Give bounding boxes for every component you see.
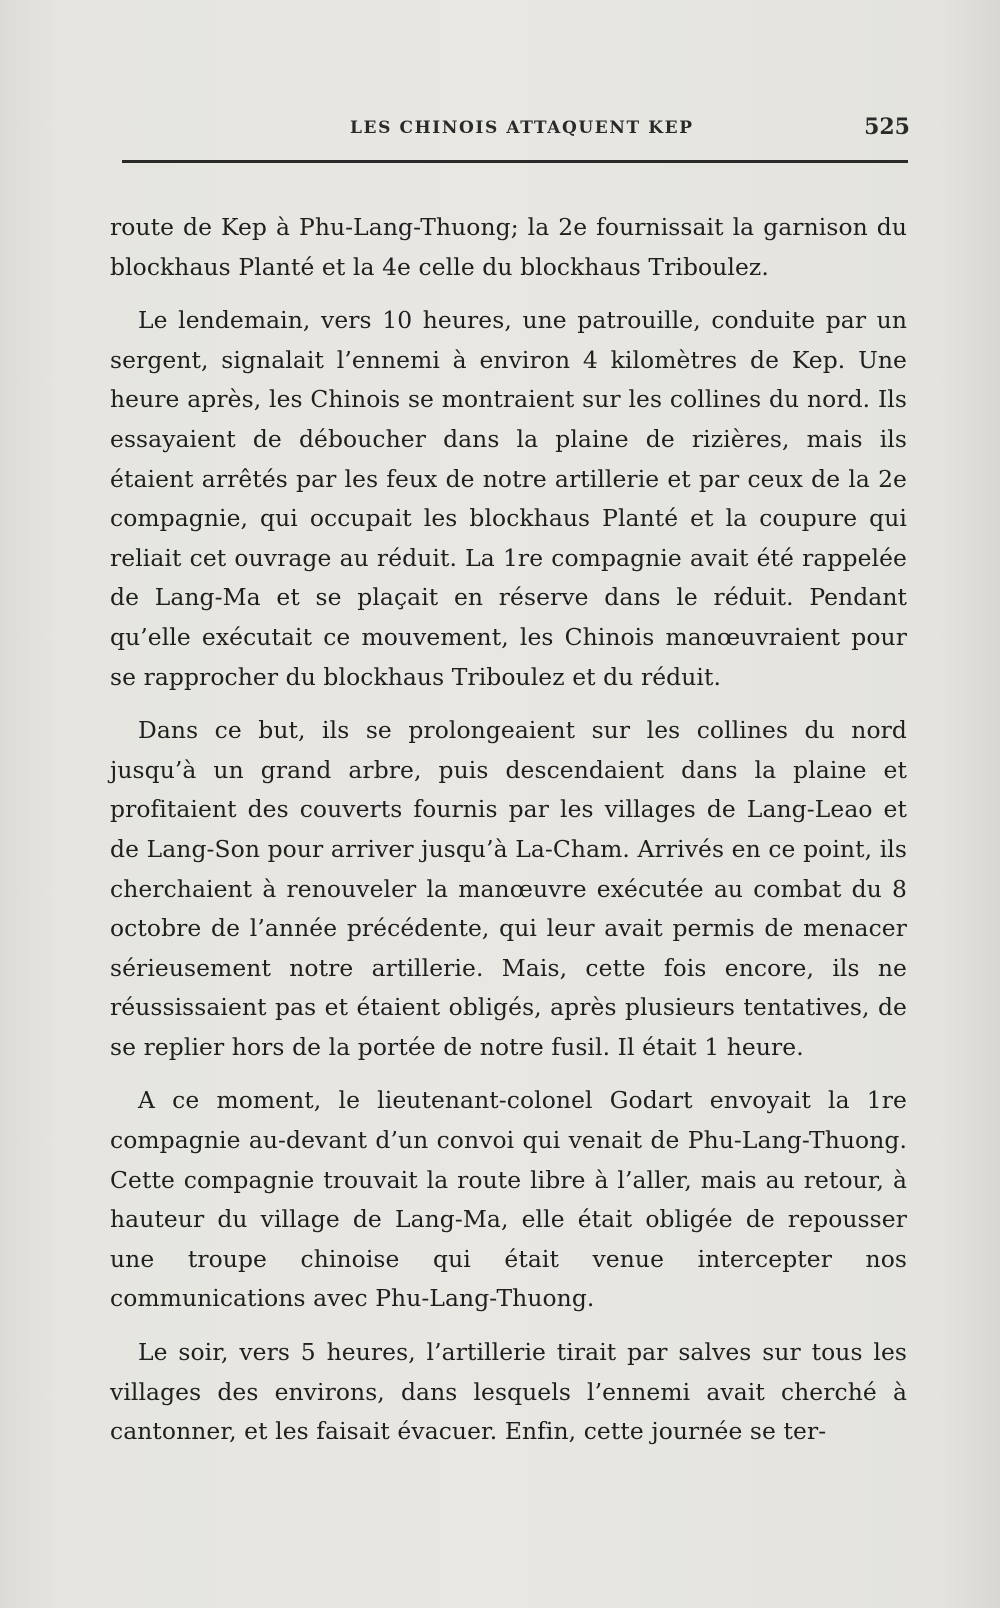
header-rule — [122, 160, 908, 163]
page-number: 525 — [864, 114, 910, 140]
paragraph-4: A ce moment, le lieutenant-colonel Godart envoyait la 1re compagnie au-devant d’un convoi qui venait de Phu-Lang-Thuong. Cette compagnie trouvait la route libre à l’aller, mais au retour, à hauteur du village de Lang-Ma, elle était obligée de repousser une troupe chinoise qui était venue intercepter nos communications avec Phu-Lang-Thuong. — [110, 1086, 907, 1313]
running-title: LES CHINOIS ATTAQUENT KEP — [350, 118, 694, 138]
running-head — [120, 114, 910, 148]
body-text — [110, 208, 907, 1452]
paragraph-2: Le lendemain, vers 10 heures, une patrouille, conduite par un sergent, signalait l’ennemi à environ 4 kilomètres de Kep. Une heure après, les Chinois se montraient sur les collines du nord. Ils essayaient de déboucher dans la plaine de rizières, mais ils étaient arrêtés par les feux de notre artillerie et par ceux de la 2e compagnie, qui occupait les blockhaus Planté et la coupure qui reliait cet ouvrage au réduit. La 1re compagnie avait été rappelée de Lang-Ma et se plaçait en réserve dans le réduit. Pendant qu’elle exécutait ce mouvement, les Chinois manœuvraient pour se rapprocher du blockhaus Triboulez et du réduit. — [110, 306, 907, 691]
paragraph-5: Le soir, vers 5 heures, l’artillerie tirait par salves sur tous les villages des environs, dans lesquels l’ennemi avait cherché à cantonner, et les faisait évacuer. Enfin, cette journée se ter- — [110, 1338, 907, 1446]
paragraph-3: Dans ce but, ils se prolongeaient sur les collines du nord jusqu’à un grand arbre, puis descendaient dans la plaine et profitaient des couverts fournis par les villages de Lang-Leao et de Lang-Son pour arriver jusqu’à La-Cham. Arrivés en ce point, ils cherchaient à renouveler la manœuvre exécutée au combat du 8 octobre de l’année précédente, qui leur avait permis de menacer sérieusement notre artillerie. Mais, cette fois encore, ils ne réussissaient pas et étaient obligés, après plusieurs tentatives, de se replier hors de la portée de notre fusil. Il était 1 heure. — [110, 716, 907, 1061]
paragraph-1: route de Kep à Phu-Lang-Thuong; la 2e fournissait la garnison du blockhaus Planté et la 4e celle du blockhaus Triboulez. — [110, 213, 907, 281]
